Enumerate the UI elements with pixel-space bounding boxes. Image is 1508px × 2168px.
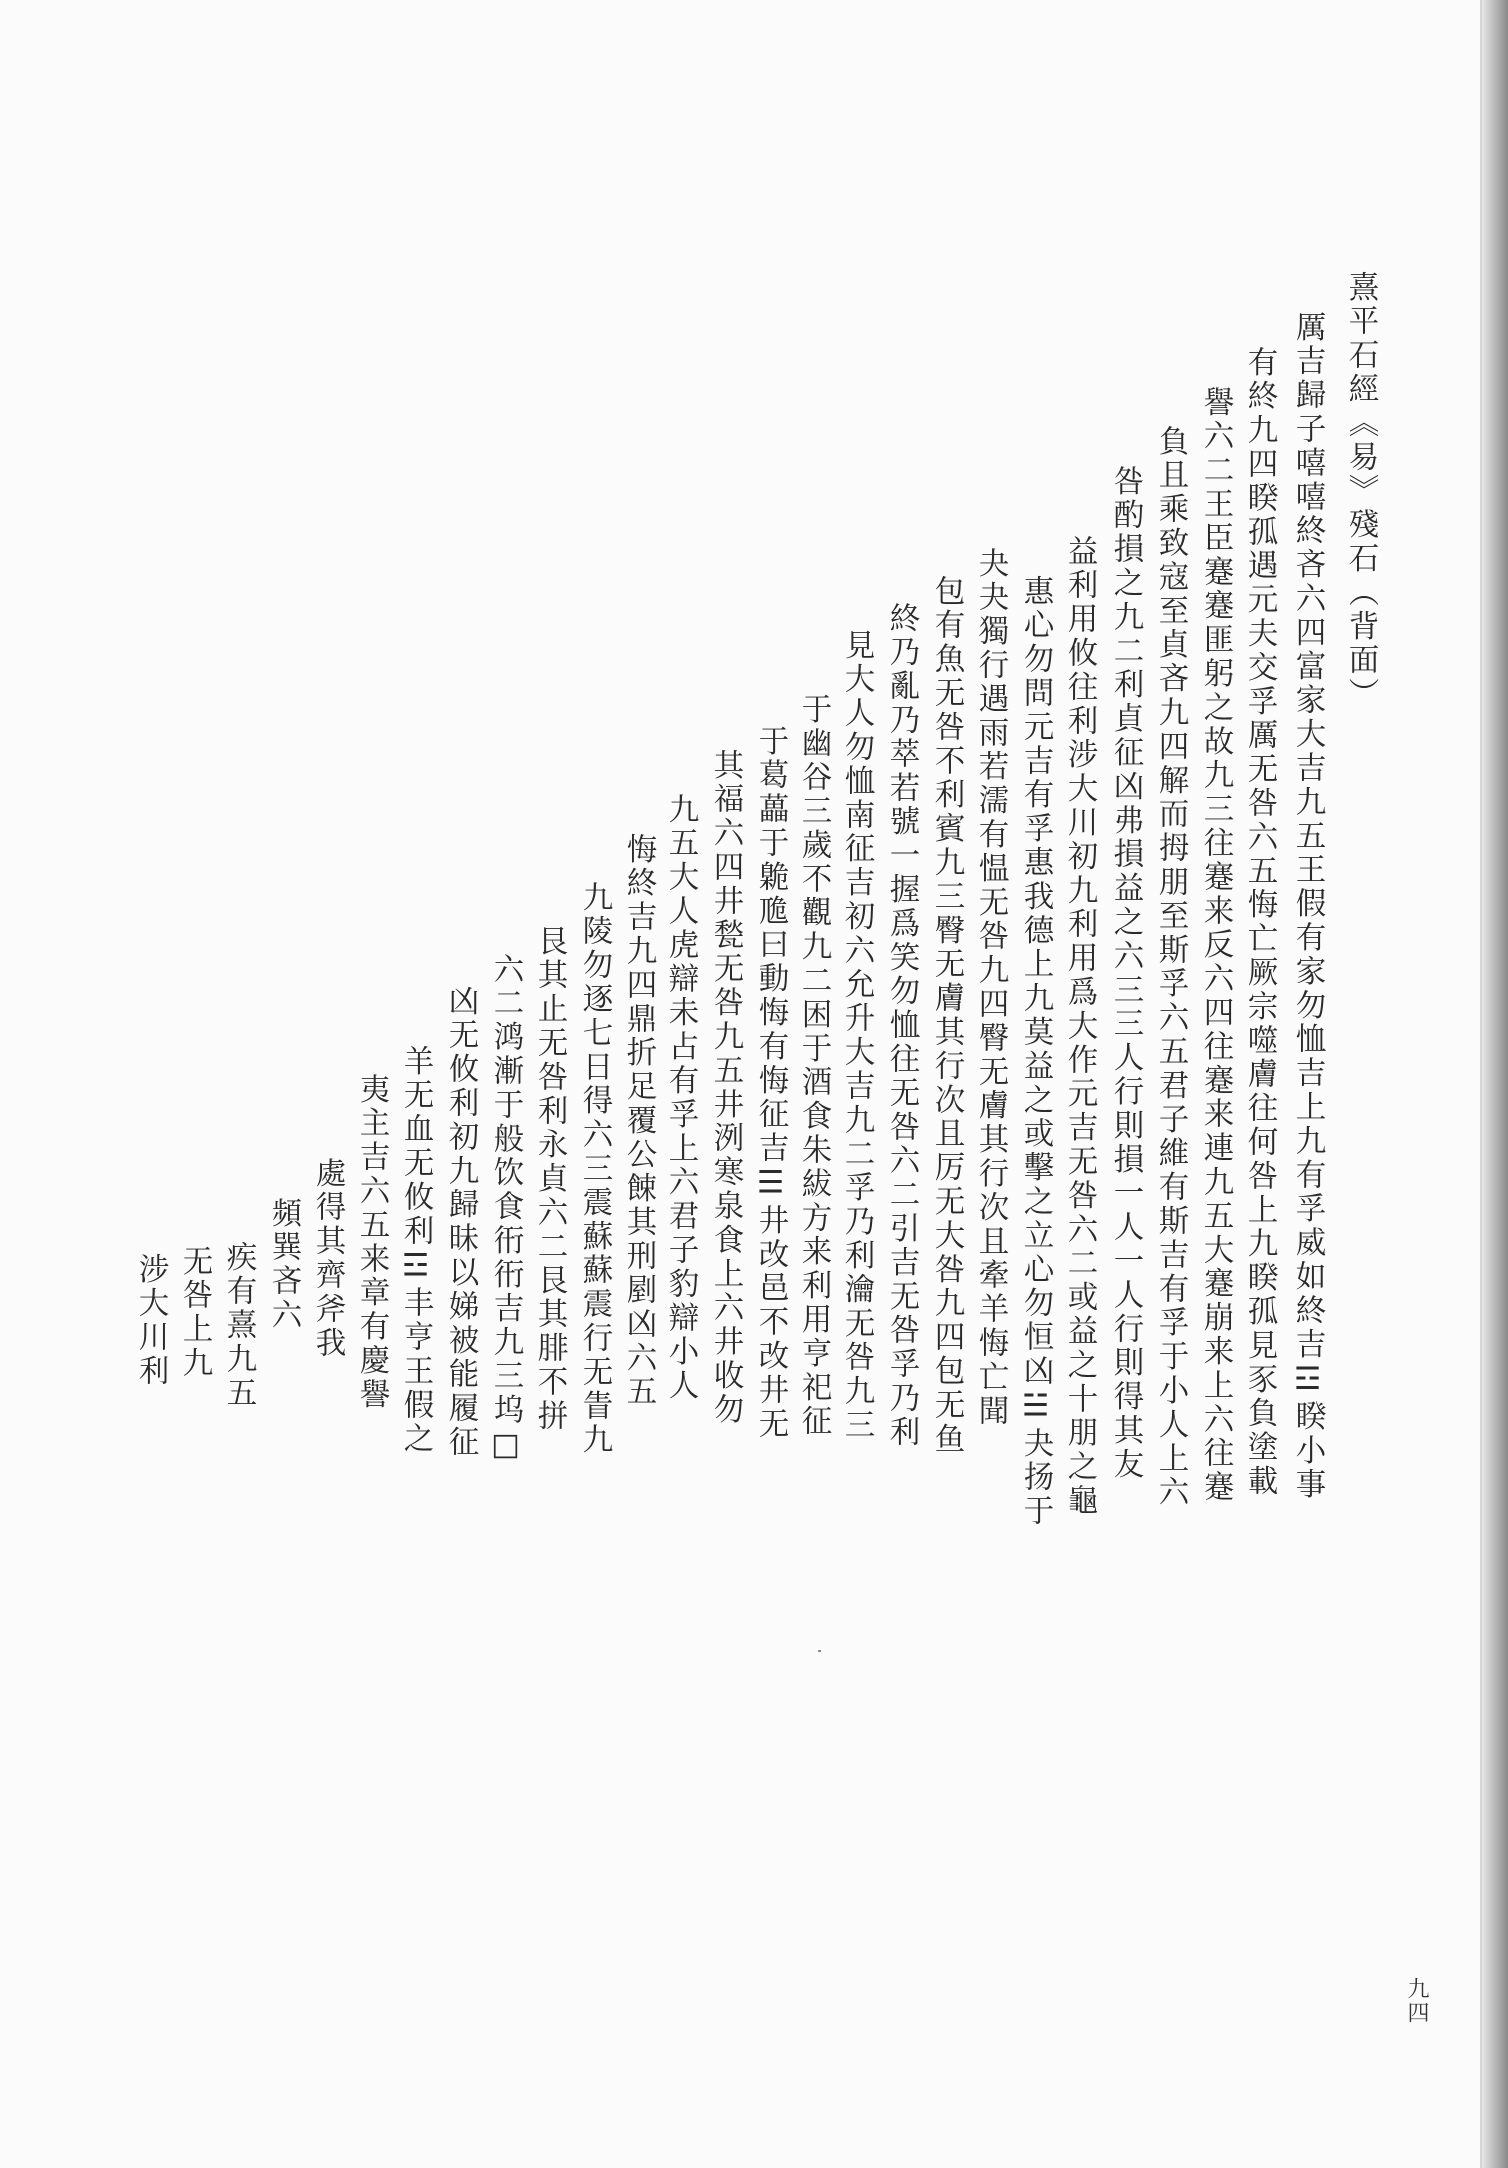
text-column: 无咎上九 [177, 1245, 212, 1381]
text-column: 頻巽吝六 [266, 1197, 301, 1333]
text-column: 悔終吉九四鼎折足覆公餗其刑剭凶六五 [621, 833, 656, 1410]
text-column: 終乃亂乃萃若號一握爲笑勿恤往无咎六二引吉无咎孚乃利 [884, 602, 919, 1450]
text-column: 其福六四井甃无咎九五井洌寒泉食上六井收勿 [708, 749, 743, 1427]
text-column: 有終九四睽孤遇元夫交孚厲无咎六五悔亡厥宗噬膚往何咎上九睽孤見豕負塗載 [1242, 346, 1277, 1499]
text-column: 譽六二王臣蹇蹇匪躬之故九三往蹇来反六四往蹇来連九五大蹇崩来上六往蹇 [1198, 386, 1233, 1505]
text-column: 于葛藟于臲卼曰動悔有悔征吉☰井改邑不改井无 [753, 725, 788, 1442]
text-column: 益利用攸往利涉大川初九利用爲大作元吉无咎六二或益之十朋之龜 [1062, 535, 1097, 1519]
text-column: 于幽谷三歲不觀九二困于酒食朱紱方来利用亨祀征 [796, 693, 831, 1439]
text-column: 夷主吉六五来章有慶譽 [354, 1073, 389, 1412]
text-column: 六二鸿漸于般饮食衎衎吉九三坞□ [488, 953, 523, 1466]
text-column: 涉大川利 [133, 1253, 168, 1389]
page-number: 九四 [1404, 1977, 1429, 2025]
speck [818, 1650, 821, 1652]
page-edge-shadow [1482, 0, 1508, 2168]
text-column: 咎酌損之九二利貞征凶弗損益之六三三人行則損一人一人行則得其友 [1108, 465, 1143, 1482]
text-column: 九五大人虎辯未占有孚上六君子豹辯小人 [663, 793, 698, 1404]
text-column: 處得其齊斧我 [310, 1157, 345, 1361]
text-column: 九陵勿逐七日得六三震蘇蘇震行无眚九 [577, 881, 612, 1458]
text-column: 負且乘致寇至貞吝九四解而拇朋至斯孚六五君子維有斯吉有孚于小人上六 [1153, 425, 1188, 1510]
text-column: 厲吉歸子嘻嘻終吝六四富家大吉九五王假有家勿恤吉上九有孚威如終吉☲睽小事 [1290, 311, 1325, 1502]
text-column: 包有魚无咎不利賓九三臀无膚其行次且厉无大咎九四包无鱼 [929, 575, 964, 1457]
text-column: 艮其止无咎利永貞六二艮其腓不拼 [532, 925, 567, 1434]
text-column: 疾有熹九五 [221, 1241, 256, 1411]
document-title: 熹平石經《易》殘石（背面） [1343, 271, 1378, 712]
text-column: 惠心勿問元吉有孚惠我德上九莫益之或擊之立心勿恒凶☱夬扬于 [1018, 575, 1053, 1529]
text-column: 羊无血无攸利☲丰亨王假之 [398, 1045, 433, 1457]
text-column: 夬夬獨行遇雨若濡有愠无咎九四臀无膚其行次且牽羊悔亡聞 [973, 547, 1008, 1429]
text-column: 見大人勿恤南征吉初六允升大吉九二孚乃利瀹无咎九三 [839, 629, 874, 1443]
text-column: 凶无攸利初九歸昧以娣被能履征 [443, 985, 478, 1460]
